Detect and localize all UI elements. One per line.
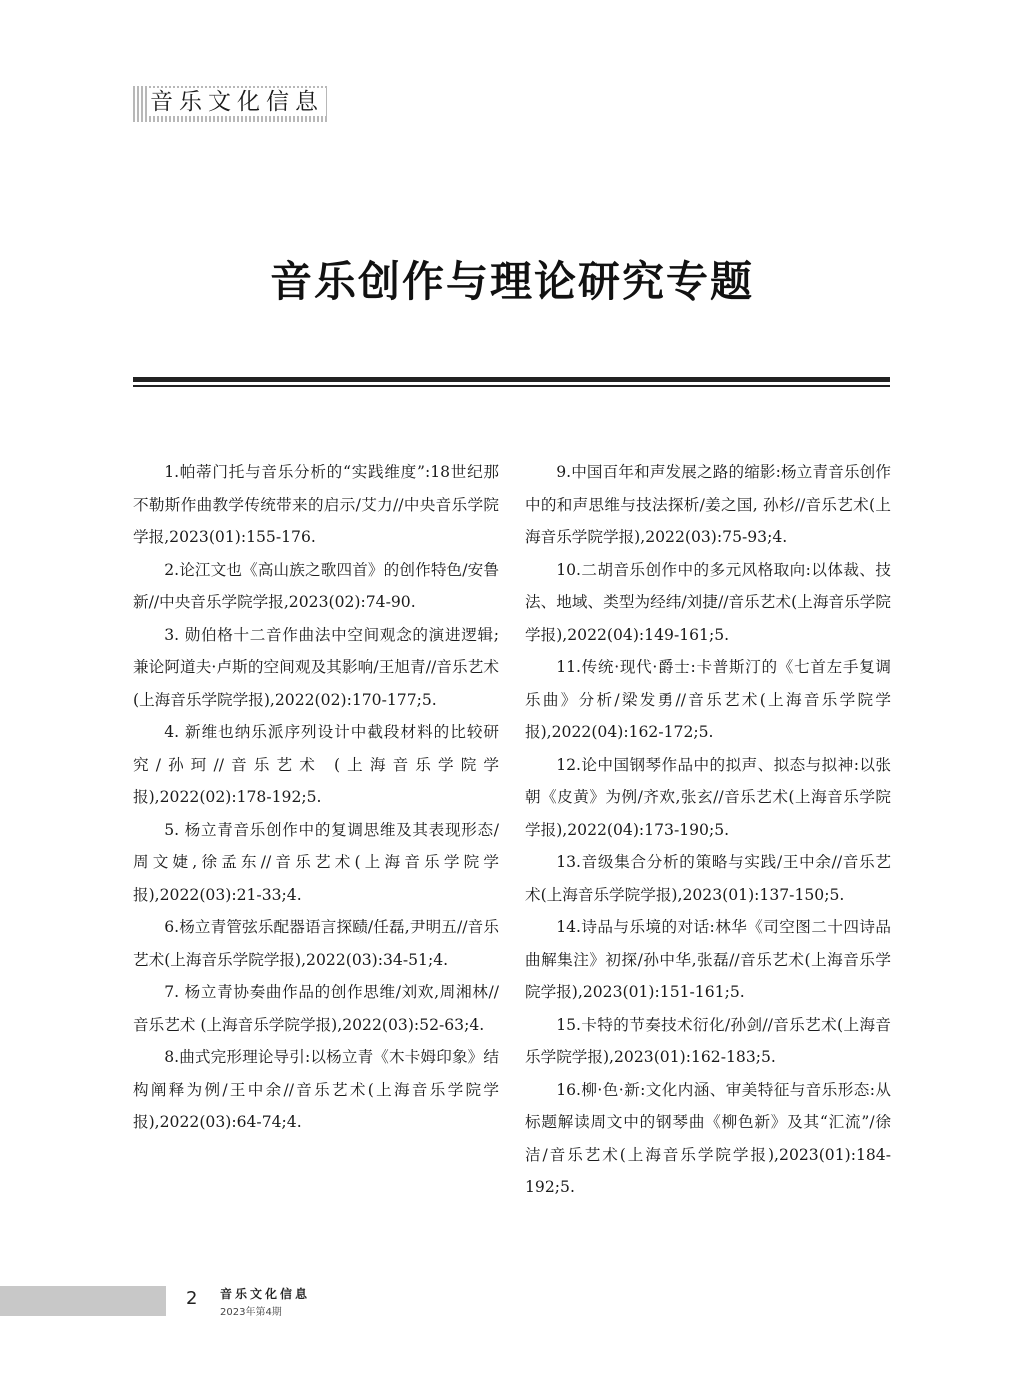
page-number: 2: [186, 1288, 198, 1309]
reference-entry: 8.曲式完形理论导引:以杨立青《木卡姆印象》结构阐释为例/王中余//音乐艺术(上海音乐学院学报),2022(03):64-74;4.: [133, 1048, 499, 1131]
magazine-label: 音乐文化信息: [150, 89, 324, 115]
title-rule-thick: [133, 377, 890, 382]
reference-entry: 9.中国百年和声发展之路的缩影:杨立青音乐创作中的和声思维与技法探析/姜之国, 孙杉//音乐艺术(上海音乐学院学报),2022(03):75-93;4.: [525, 463, 891, 546]
reference-entry: 16.柳·色·新:文化内涵、审美特征与音乐形态:从标题解读周文中的钢琴曲《柳色新》及其“汇流”/徐洁/音乐艺术(上海音乐学院学报),2023(01):184-192;5.: [525, 1080, 891, 1196]
reference-entry: 13.音级集合分析的策略与实践/王中余//音乐艺术(上海音乐学院学报),2023(01):137-150;5.: [525, 853, 891, 904]
reference-entry: 10.二胡音乐创作中的多元风格取向:以体裁、技法、地域、类型为经纬/刘捷//音乐艺术(上海音乐学院学报),2022(04):149-161;5.: [525, 560, 891, 644]
reference-entry: 3. 勋伯格十二音作曲法中空间观念的演进逻辑;兼论阿道夫·卢斯的空间观及其影响/王旭青//音乐艺术 (上海音乐学院学报),2022(02):170-177;5.: [133, 625, 499, 709]
footer-bar: [0, 1286, 166, 1316]
reference-entry: 7. 杨立青协奏曲作品的创作思维/刘欢,周湘林//音乐艺术 (上海音乐学院学报),2022(03):52-63;4.: [133, 983, 499, 1034]
page-title: 音乐创作与理论研究专题: [269, 257, 754, 306]
title-rule-thin: [133, 385, 890, 387]
reference-entry: 2.论江文也《高山族之歌四首》的创作特色/安鲁新//中央音乐学院学报,2023(02):74-90.: [133, 560, 499, 611]
reference-entry: 12.论中国钢琴作品中的拟声、拟态与拟神:以张朝《皮黄》为例/齐欢,张玄//音乐艺术(上海音乐学院学报),2022(04):173-190;5.: [525, 755, 891, 839]
footer-magazine-name: 音乐文化信息: [220, 1287, 311, 1301]
reference-entry: 4. 新维也纳乐派序列设计中截段材料的比较研究/孙珂//音乐艺术 (上海音乐学院学报),2022(02):178-192;5.: [133, 723, 499, 806]
reference-column-right: [525, 456, 891, 1204]
reference-column-left: [133, 456, 499, 1139]
reference-entry: 6.杨立青管弦乐配器语言探赜/任磊,尹明五//音乐艺术(上海音乐学院学报),2022(03):34-51;4.: [133, 918, 499, 969]
reference-entry: 14.诗品与乐境的对话:林华《司空图二十四诗品曲解集注》初探/孙中华,张磊//音乐艺术(上海音乐学院学报),2023(01):151-161;5.: [525, 918, 891, 1001]
reference-entry: 1.帕蒂门托与音乐分析的“实践维度”:18世纪那不勒斯作曲教学传统带来的启示/艾力//中央音乐学院学报,2023(01):155-176.: [133, 463, 499, 546]
reference-entry: 11.传统·现代·爵士:卡普斯汀的《七首左手复调乐曲》分析/梁发勇//音乐艺术(上海音乐学院学报),2022(04):162-172;5.: [525, 658, 891, 741]
footer-issue: 2023年第4期: [220, 1307, 282, 1318]
reference-entry: 15.卡特的节奏技术衍化/孙剑//音乐艺术(上海音乐学院学报),2023(01):162-183;5.: [525, 1015, 891, 1066]
reference-entry: 5. 杨立青音乐创作中的复调思维及其表现形态/周文婕,徐孟东//音乐艺术(上海音乐学院学报),2022(03):21-33;4.: [133, 820, 499, 904]
